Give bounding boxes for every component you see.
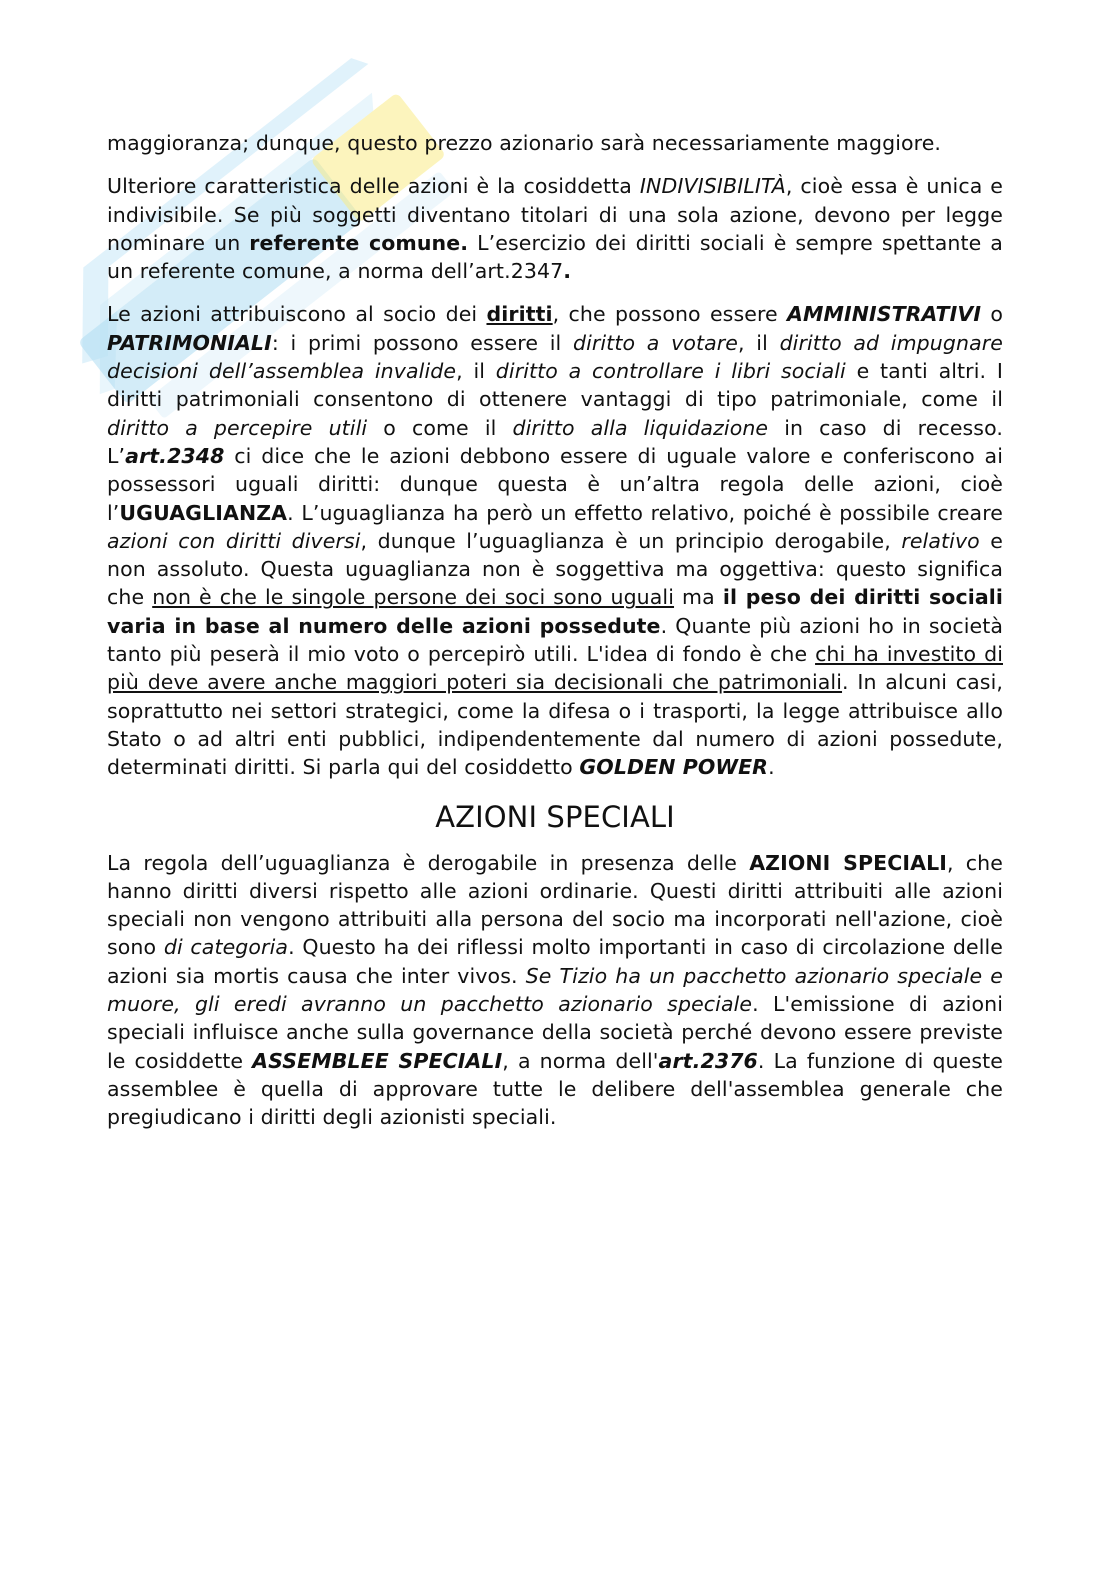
text-run: ma — [674, 585, 723, 610]
emphasis-text: GOLDEN POWER — [579, 755, 769, 780]
emphasis-text: diritto alla liquidazione — [512, 415, 769, 440]
text-run: ci dice che le azioni debbono essere di uguale valore e conferiscono ai possessori uguali diritti: dunque questa è un’altra regola delle azioni, cioè l’ — [107, 443, 1003, 525]
emphasis-text: Se Tizio ha un pacchetto azionario speciale e muore, gli eredi avranno un pacchetto azionario speciale — [107, 963, 1004, 1017]
text-run: o — [981, 302, 1003, 327]
emphasis-text: referente comune. — [249, 230, 469, 255]
text-run: , cioè essa è unica e indivisibile. Se più soggetti diventano titolari di una sola azione, devono per legge nominare un — [107, 174, 1004, 255]
text-run: , a norma dell' — [502, 1048, 659, 1073]
text-run: L’esercizio dei diritti sociali è sempre spettante a un referente comune, a norma dell’art.2347 — [107, 230, 1003, 284]
emphasis-text: azioni con diritti diversi — [107, 528, 361, 553]
emphasis-text: non è che le singole persone dei soci sono uguali — [152, 585, 675, 610]
emphasis-text: di categoria — [163, 935, 289, 960]
emphasis-text: . — [563, 259, 572, 284]
emphasis-text: INDIVISIBILITÀ — [639, 174, 786, 199]
emphasis-text: diritto ad impugnare decisioni dell’assemblea invalide — [107, 330, 1003, 384]
emphasis-text: diritto a percepire utili — [107, 415, 368, 440]
text-run: , il — [456, 359, 496, 384]
emphasis-text: diritto a votare — [572, 330, 739, 355]
text-run: : i primi possono essere il — [271, 330, 573, 355]
document-body — [107, 129, 1003, 1147]
emphasis-text: diritto a controllare i libri sociali — [495, 359, 846, 384]
text-run: Ulteriore caratteristica delle azioni è la cosiddetta — [107, 174, 640, 199]
emphasis-text: il peso dei diritti sociali varia in base al numero delle azioni possedute — [107, 585, 1004, 638]
text-run: Le azioni attribuiscono al socio dei — [107, 302, 487, 327]
text-run: , che hanno diritti diversi rispetto alle azioni ordinarie. Questi diritti attribuiti alle azioni speciali non vengono attribuiti alla persona del socio ma incorporati nell'azione, cioè sono — [107, 850, 1003, 960]
text-run: , il — [738, 330, 780, 355]
text-run: . In alcuni casi, soprattutto nei settori strategici, come la difesa o i trasporti, la legge attribuisce allo Stato o ad altri enti pubblici, indipendentemente dal numero di azioni possedute, determinati diritti. Si parla qui del cosiddetto — [107, 670, 1003, 780]
emphasis-text: PATRIMONIALI — [107, 330, 272, 355]
text-run: maggioranza; dunque, questo prezzo azionario sarà necessariamente maggiore. — [107, 131, 942, 155]
text-run: , dunque l’uguaglianza è un principio derogabile, — [360, 528, 902, 553]
paragraph-indivisibilita — [107, 172, 1003, 285]
emphasis-text: AMMINISTRATIVI — [787, 302, 982, 327]
paragraph-diritti — [107, 300, 1003, 781]
text-run: e tanti altri. I diritti patrimoniali consentono di ottenere vantaggi di tipo patrimoniale, come il — [107, 359, 1004, 412]
paragraph-azioni-speciali — [107, 849, 1003, 1132]
text-run: in caso di recesso. L’ — [107, 415, 1003, 468]
emphasis-text: UGUAGLIANZA — [119, 500, 288, 525]
emphasis-text: ASSEMBLEE SPECIALI — [252, 1048, 503, 1073]
text-run: . La funzione di queste assemblee è quella di approvare tutte le delibere dell'assemblea generale che pregiudicano i diritti degli azionisti speciali. — [107, 1048, 1003, 1130]
section-heading-azioni-speciali: AZIONI SPECIALI — [435, 799, 675, 834]
text-run: . Quante più azioni ho in società tanto più peserà il mio voto o percepirò utili. L'idea di fondo è che — [107, 613, 1003, 667]
text-run: e non assoluto. Questa uguaglianza non è soggettiva ma oggettiva: questo significa che — [107, 528, 1003, 610]
emphasis-text: art.2348 — [125, 443, 225, 468]
text-run: . — [768, 755, 775, 780]
emphasis-text: art.2376 — [658, 1048, 758, 1073]
paragraph-maggioranza — [107, 129, 1003, 157]
emphasis-text: AZIONI SPECIALI — [749, 850, 947, 875]
text-run: . L’uguaglianza ha però un effetto relativo, poiché è possibile creare — [287, 500, 1003, 525]
text-run: La regola dell’uguaglianza è derogabile in presenza delle — [107, 850, 750, 875]
text-run: o come il — [367, 415, 513, 440]
text-run: . L'emissione di azioni speciali influisce anche sulla governance della società perché devono essere previste le cosiddette — [107, 992, 1003, 1073]
emphasis-text: relativo — [901, 528, 980, 553]
text-run: , che possono essere — [552, 302, 788, 327]
emphasis-text: chi ha investito di più deve avere anche maggiori poteri sia decisionali che patrimoniali — [107, 642, 1003, 695]
emphasis-text: diritti — [486, 302, 553, 327]
text-run: . Questo ha dei riflessi molto importanti in caso di circolazione delle azioni sia mortis causa che inter vivos. — [107, 935, 1004, 988]
